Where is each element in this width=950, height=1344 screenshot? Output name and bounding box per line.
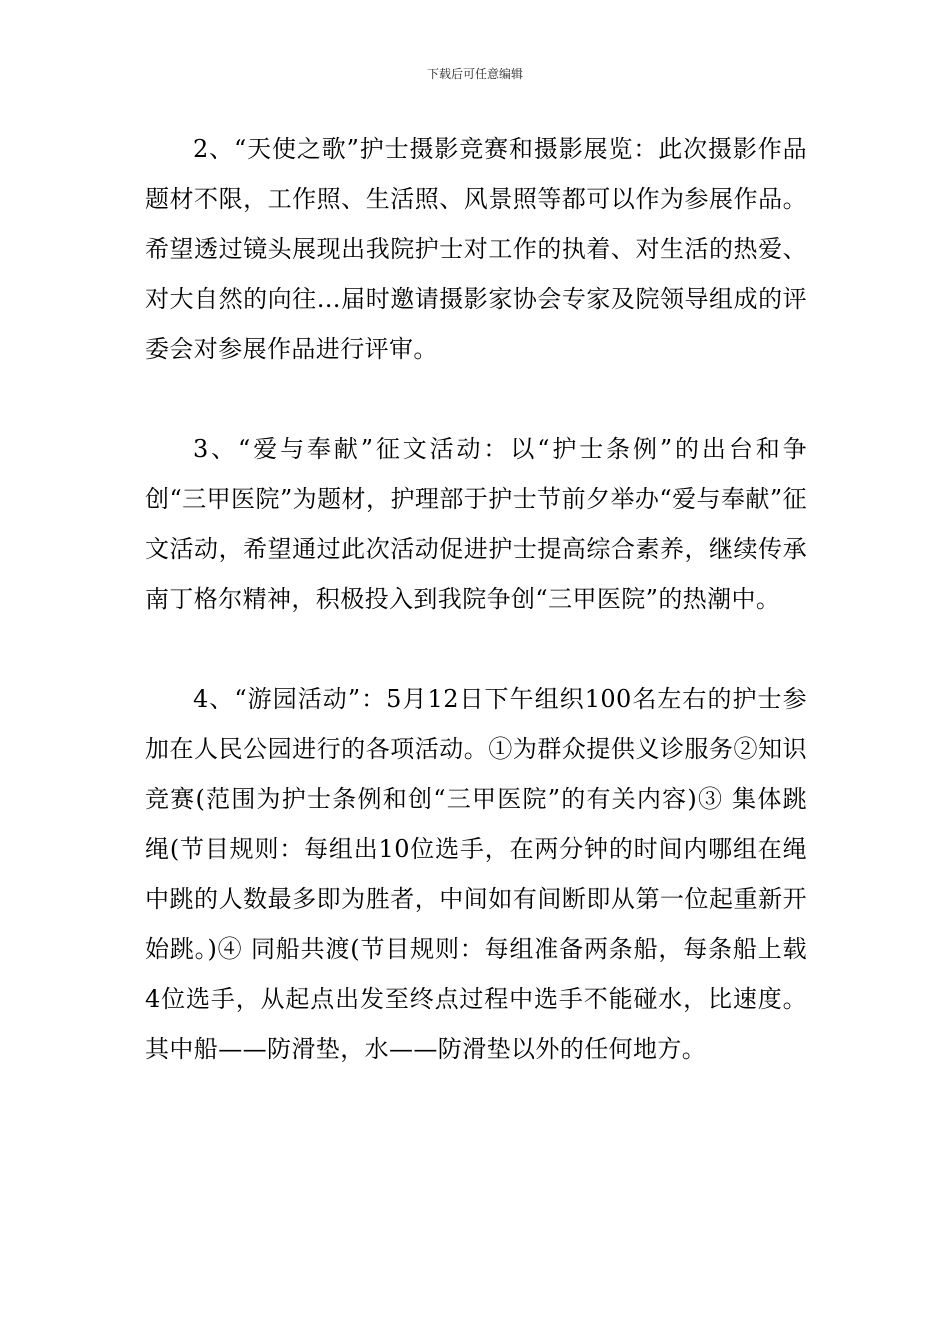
paragraph-photography-contest: 2、“天使之歌”护士摄影竞赛和摄影展览：此次摄影作品题材不限，工作照、生活照、风景照等都可以作为参展作品。希望透过镜头展现出我院护士对工作的执着、对生活的热爱、对大自然的向往…届时邀请摄影家协会专家及院领导组成的评委会对参展作品进行评审。 [145, 135, 807, 363]
paragraph-garden-activity: 4、“游园活动”：5月12日下午组织100名左右的护士参加在人民公园进行的各项活动。①为群众提供义诊服务②知识竞赛(范围为护士条例和创“三甲医院”的有关内容)③ 集体跳绳(节目规则：每组出10位选手，在两分钟的时间内哪组在绳中跳的人数最多即为胜者，中间如有间断即从第一位起重新开始跳。)④ 同船共渡(节目规则：每组准备两条船，每条船上载4位选手，从起点出发至终点过程中选手不能碰水，比速度。其中船——防滑垫，水——防滑垫以外的任何地方。 [145, 685, 807, 1063]
paragraph-essay-activity: 3、“爱与奉献”征文活动：以“护士条例”的出台和争创“三甲医院”为题材，护理部于护士节前夕举办“爱与奉献”征文活动，希望通过此次活动促进护士提高综合素养，继续传承南丁格尔精神，积极投入到我院争创“三甲医院”的热潮中。 [145, 435, 807, 613]
document-body [145, 124, 807, 1124]
header-note: 下载后可任意编辑 [426, 67, 523, 81]
